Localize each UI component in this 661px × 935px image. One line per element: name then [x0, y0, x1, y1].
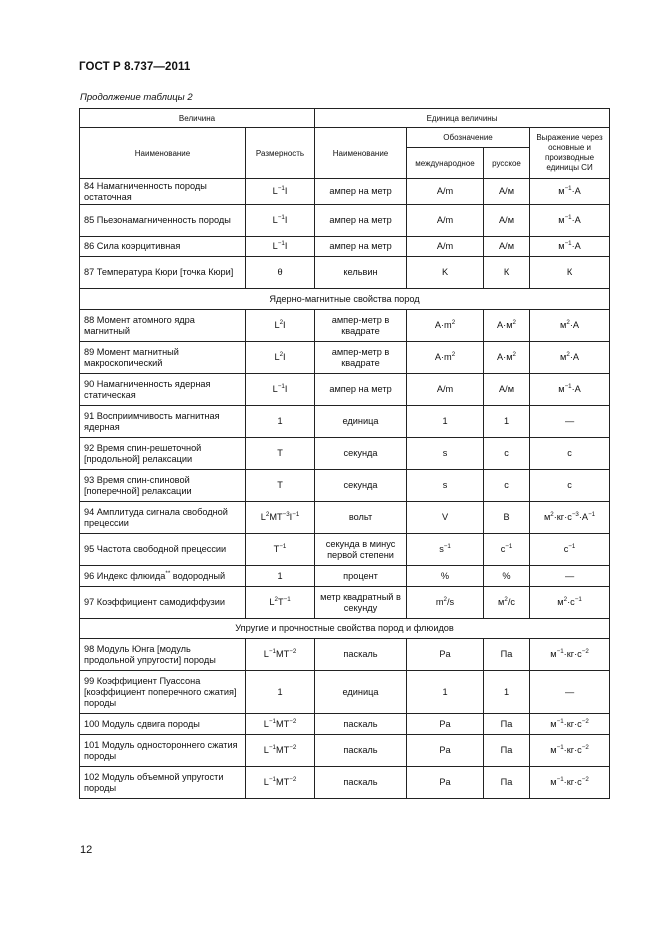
table-row [80, 639, 610, 671]
si-expression-cell: К [530, 257, 610, 289]
russian-symbol-cell: Па [484, 767, 530, 799]
unit-name-cell: процент [315, 566, 407, 587]
table-row [80, 406, 610, 438]
international-symbol-cell: Pa [407, 767, 484, 799]
international-symbol-cell: A/m [407, 237, 484, 257]
si-expression-cell: $м^2\cdot А$ [530, 310, 610, 342]
dimension-cell: $L^{-1}MT^{-2}$ [246, 735, 315, 767]
table-row [80, 374, 610, 406]
russian-symbol-cell: % [484, 566, 530, 587]
unit-name-cell: паскаль [315, 767, 407, 799]
quantity-name-cell: 91 Восприимчивость магнитная ядерная [80, 406, 246, 438]
si-expression-cell: $м^2\cdot кг\cdot с^{-3}\cdot А^{-1}$ [530, 502, 610, 534]
si-expression-cell: $м^2\cdot с^{-1}$ [530, 587, 610, 619]
header-international: международное [407, 148, 484, 179]
russian-symbol-cell: $А\cdot м^2$ [484, 342, 530, 374]
quantity-name-cell: 95 Частота свободной прецессии [80, 534, 246, 566]
table-row [80, 438, 610, 470]
si-expression-cell: $м^{-1}\cdot А$ [530, 237, 610, 257]
unit-name-cell: паскаль [315, 735, 407, 767]
quantity-name-cell: 92 Время спин-решеточной [продольной] релаксации [80, 438, 246, 470]
international-symbol-cell: % [407, 566, 484, 587]
international-symbol-cell: A/m [407, 374, 484, 406]
si-expression-cell: $м^{-1}\cdot А$ [530, 374, 610, 406]
international-symbol-cell: K [407, 257, 484, 289]
dimension-cell: $L^2T^{-1}$ [246, 587, 315, 619]
dimension-cell: $L^2I$ [246, 342, 315, 374]
table-row [80, 714, 610, 735]
russian-symbol-cell: 1 [484, 671, 530, 714]
unit-name-cell: секунда [315, 470, 407, 502]
russian-symbol-cell: А/м [484, 374, 530, 406]
dimension-cell: $L^2MT^{-3}I^{-1}$ [246, 502, 315, 534]
table-continuation-caption: Продолжение таблицы 2 [80, 92, 193, 103]
quantity-name-cell: 101 Модуль одностороннего сжатия породы [80, 735, 246, 767]
table-row [80, 767, 610, 799]
russian-symbol-cell: А/м [484, 205, 530, 237]
unit-name-cell: ампер на метр [315, 237, 407, 257]
si-expression-cell: $м^{-1}\cdot кг\cdot с^{-2}$ [530, 767, 610, 799]
unit-name-cell: единица [315, 671, 407, 714]
russian-symbol-cell: Па [484, 735, 530, 767]
si-expression-cell: $м^{-1}\cdot А$ [530, 205, 610, 237]
russian-symbol-cell: с [484, 470, 530, 502]
dimension-cell: θ [246, 257, 315, 289]
quantity-name-cell: 86 Сила коэрцитивная [80, 237, 246, 257]
table-row [80, 470, 610, 502]
table-row [80, 342, 610, 374]
international-symbol-cell: s [407, 470, 484, 502]
quantity-name-cell: 98 Модуль Юнга [модуль продольной упругости] породы [80, 639, 246, 671]
russian-symbol-cell: с [484, 438, 530, 470]
table-row [80, 179, 610, 205]
table-row [80, 205, 610, 237]
page-number: 12 [80, 844, 93, 856]
international-symbol-cell: s [407, 438, 484, 470]
quantity-name-cell: 97 Коэффициент самодиффузии [80, 587, 246, 619]
section-row [80, 619, 610, 639]
international-symbol-cell: Pa [407, 639, 484, 671]
russian-symbol-cell: Па [484, 639, 530, 671]
international-symbol-cell: A/m [407, 205, 484, 237]
dimension-cell: 1 [246, 671, 315, 714]
unit-name-cell: ампер-метр в квадрате [315, 342, 407, 374]
unit-name-cell: ампер на метр [315, 179, 407, 205]
russian-symbol-cell: А/м [484, 237, 530, 257]
quantity-name-cell: 85 Пьезонамагниченность породы [80, 205, 246, 237]
international-symbol-cell: V [407, 502, 484, 534]
table-row [80, 257, 610, 289]
table-row [80, 566, 610, 587]
dimension-cell: $L^{-1}I$ [246, 179, 315, 205]
international-symbol-cell: 1 [407, 671, 484, 714]
dimension-cell: 1 [246, 566, 315, 587]
header-expression: Выражение через основные и производные единицы СИ [530, 128, 610, 179]
quantity-name-cell: 87 Температура Кюри [точка Кюри] [80, 257, 246, 289]
si-expression-cell: $м^{-1}\cdot А$ [530, 179, 610, 205]
si-expression-cell: с [530, 438, 610, 470]
section-heading: Ядерно-магнитные свойства пород [80, 289, 610, 310]
dimension-cell: $L^{-1}I$ [246, 205, 315, 237]
si-expression-cell: — [530, 566, 610, 587]
dimension-cell: $L^{-1}I$ [246, 237, 315, 257]
russian-symbol-cell: 1 [484, 406, 530, 438]
section-row [80, 289, 610, 310]
russian-symbol-cell: К [484, 257, 530, 289]
section-heading: Упругие и прочностные свойства пород и флюидов [80, 619, 610, 639]
header-russian: русское [484, 148, 530, 179]
international-symbol-cell: $A\cdot m^2$ [407, 342, 484, 374]
dimension-cell: T [246, 438, 315, 470]
header-unit-name: Наименование [315, 128, 407, 179]
quantity-name-cell: 99 Коэффициент Пуассона [коэффициент поперечного сжатия] породы [80, 671, 246, 714]
international-symbol-cell: $s^{-1}$ [407, 534, 484, 566]
quantity-name-cell: 102 Модуль объемной упругости породы [80, 767, 246, 799]
header-designation: Обозначение [407, 128, 530, 148]
unit-name-cell: паскаль [315, 639, 407, 671]
international-symbol-cell: 1 [407, 406, 484, 438]
international-symbol-cell: $A\cdot m^2$ [407, 310, 484, 342]
russian-symbol-cell: $м^2/с$ [484, 587, 530, 619]
russian-symbol-cell: А/м [484, 179, 530, 205]
document-title: ГОСТ Р 8.737—2011 [79, 61, 191, 73]
si-expression-cell: $м^{-1}\cdot кг\cdot с^{-2}$ [530, 735, 610, 767]
table-row [80, 671, 610, 714]
quantity-name-cell: 84 Намагниченность породы остаточная [80, 179, 246, 205]
unit-name-cell: единица [315, 406, 407, 438]
dimension-cell: $L^{-1}I$ [246, 374, 315, 406]
si-expression-cell: — [530, 671, 610, 714]
table-row [80, 237, 610, 257]
unit-name-cell: паскаль [315, 714, 407, 735]
quantity-name-cell: 89 Момент магнитный макроскопический [80, 342, 246, 374]
si-expression-cell: с [530, 470, 610, 502]
dimension-cell: $L^{-1}MT^{-2}$ [246, 714, 315, 735]
quantity-name-cell: 93 Время спин-спиновой [поперечной] релаксации [80, 470, 246, 502]
si-expression-cell: $м^{-1}\cdot кг\cdot с^{-2}$ [530, 714, 610, 735]
dimension-cell: $L^{-1}MT^{-2}$ [246, 639, 315, 671]
russian-symbol-cell: Па [484, 714, 530, 735]
dimension-cell: $L^{-1}MT^{-2}$ [246, 767, 315, 799]
unit-name-cell: ампер на метр [315, 374, 407, 406]
dimension-cell: 1 [246, 406, 315, 438]
dimension-cell: T [246, 470, 315, 502]
dimension-cell: $T^{-1}$ [246, 534, 315, 566]
si-expression-cell: $м^2\cdot А$ [530, 342, 610, 374]
table-row [80, 735, 610, 767]
si-expression-cell: — [530, 406, 610, 438]
quantity-name-cell: 96 Индекс флюида** водородный [80, 566, 246, 587]
unit-name-cell: вольт [315, 502, 407, 534]
russian-symbol-cell: В [484, 502, 530, 534]
table-row [80, 502, 610, 534]
quantities-table [79, 108, 610, 799]
header-unit: Единица величины [315, 109, 610, 128]
unit-name-cell: метр квадратный в секунду [315, 587, 407, 619]
unit-name-cell: секунда в минус первой степени [315, 534, 407, 566]
quantity-name-cell: 100 Модуль сдвига породы [80, 714, 246, 735]
header-dimension: Размерность [246, 128, 315, 179]
table-row [80, 534, 610, 566]
unit-name-cell: секунда [315, 438, 407, 470]
dimension-cell: $L^2I$ [246, 310, 315, 342]
russian-symbol-cell: $А\cdot м^2$ [484, 310, 530, 342]
si-expression-cell: $с^{-1}$ [530, 534, 610, 566]
quantity-name-cell: 88 Момент атомного ядра магнитный [80, 310, 246, 342]
table-row [80, 310, 610, 342]
unit-name-cell: ампер на метр [315, 205, 407, 237]
quantity-name-cell: 90 Намагниченность ядерная статическая [80, 374, 246, 406]
quantity-name-cell: 94 Амплитуда сигнала свободной прецессии [80, 502, 246, 534]
unit-name-cell: ампер-метр в квадрате [315, 310, 407, 342]
table-row [80, 587, 610, 619]
international-symbol-cell: Pa [407, 735, 484, 767]
si-expression-cell: $м^{-1}\cdot кг\cdot с^{-2}$ [530, 639, 610, 671]
header-quantity: Величина [80, 109, 315, 128]
international-symbol-cell: Pa [407, 714, 484, 735]
header-name: Наименование [80, 128, 246, 179]
unit-name-cell: кельвин [315, 257, 407, 289]
table-body [80, 179, 610, 799]
russian-symbol-cell: $с^{-1}$ [484, 534, 530, 566]
international-symbol-cell: $m^2/s$ [407, 587, 484, 619]
international-symbol-cell: A/m [407, 179, 484, 205]
